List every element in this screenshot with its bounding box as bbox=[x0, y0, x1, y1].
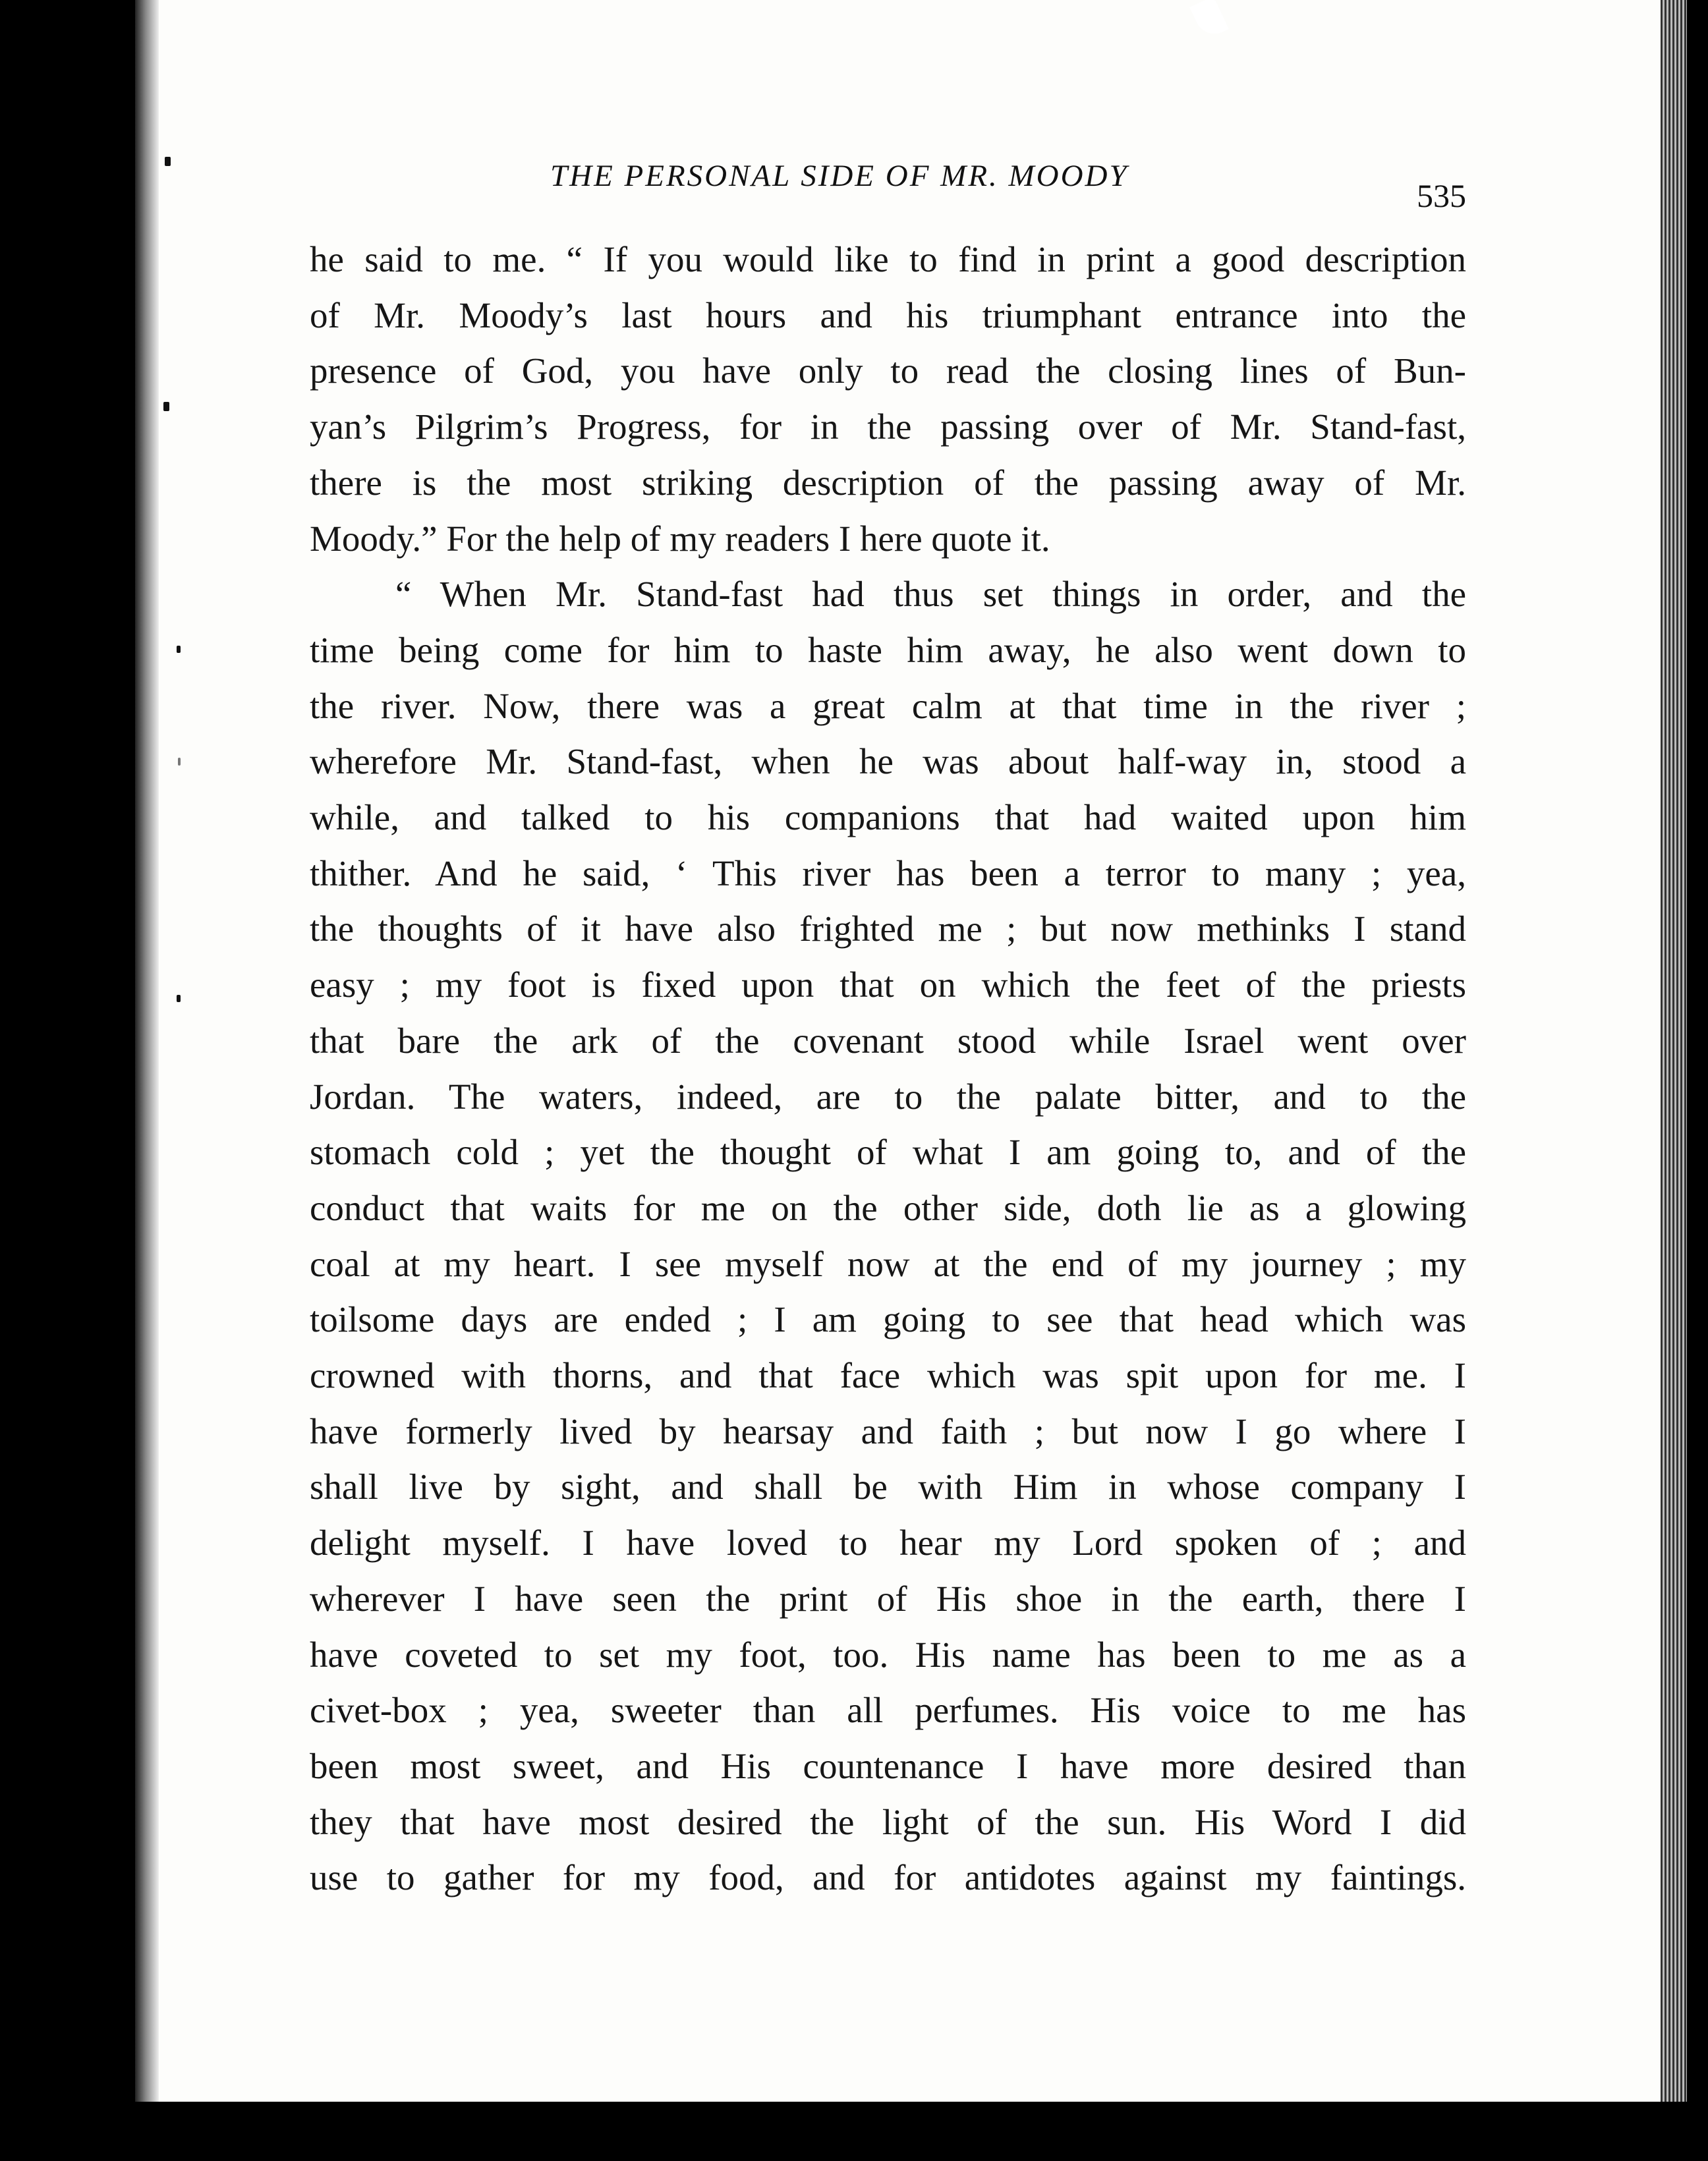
margin-mark bbox=[165, 157, 171, 166]
text-line: while, and talked to his companions that had waited upon him bbox=[310, 797, 1466, 838]
text-line: Jordan. The waters, indeed, are to the palate bitter, and to the bbox=[310, 1076, 1466, 1117]
text-line: “ When Mr. Stand-fast had thus set things in order, and the bbox=[395, 574, 1466, 615]
margin-mark bbox=[177, 646, 181, 653]
text-line: easy ; my foot is fixed upon that on which the feet of the priests bbox=[310, 965, 1466, 1005]
text-line: wherefore Mr. Stand-fast, when he was about half-way in, stood a bbox=[310, 741, 1466, 782]
text-line: there is the most striking description of the passing away of Mr. bbox=[310, 462, 1466, 503]
text-line: have coveted to set my foot, too. His name has been to me as a bbox=[310, 1634, 1466, 1675]
text-line: been most sweet, and His countenance I have more desired than bbox=[310, 1745, 1466, 1786]
text-line: have formerly lived by hearsay and faith ; but now I go where I bbox=[310, 1411, 1466, 1451]
text-line: delight myself. I have loved to hear my Lord spoken of ; and bbox=[310, 1523, 1466, 1563]
page-edges bbox=[1661, 0, 1687, 2102]
text-line: use to gather for my food, and for antidotes against my faintings. bbox=[310, 1857, 1466, 1898]
page-number: 535 bbox=[1417, 177, 1466, 214]
text-line: presence of God, you have only to read the closing lines of Bun- bbox=[310, 351, 1466, 391]
text-line: the river. Now, there was a great calm at that time in the river ; bbox=[310, 685, 1466, 726]
text-line: wherever I have seen the print of His shoe in the earth, there I bbox=[310, 1578, 1466, 1619]
text-line: civet-box ; yea, sweeter than all perfumes. His voice to me has bbox=[310, 1690, 1466, 1731]
text-line: toilsome days are ended ; I am going to see that head which was bbox=[310, 1299, 1466, 1340]
text-line: the thoughts of it have also frighted me ; but now methinks I stand bbox=[310, 909, 1466, 949]
text-line: they that have most desired the light of the sun. His Word I did bbox=[310, 1801, 1466, 1842]
text-line: that bare the ark of the covenant stood while Israel went over bbox=[310, 1020, 1466, 1061]
text-line: he said to me. “ If you would like to find in print a good description bbox=[310, 239, 1466, 279]
body-text bbox=[310, 232, 1466, 1906]
text-line: time being come for him to haste him away, he also went down to bbox=[310, 629, 1466, 670]
text-line: crowned with thorns, and that face which was spit upon for me. I bbox=[310, 1355, 1466, 1396]
margin-mark bbox=[177, 995, 181, 1002]
text-line: yan’s Pilgrim’s Progress, for in the passing over of Mr. Stand-fast, bbox=[310, 407, 1466, 447]
text-line: Moody.” For the help of my readers I here quote it. bbox=[310, 518, 1050, 559]
text-line: of Mr. Moody’s last hours and his triumphant entrance into the bbox=[310, 295, 1466, 335]
text-line: conduct that waits for me on the other side, doth lie as a glowing bbox=[310, 1187, 1466, 1228]
text-line: shall live by sight, and shall be with Him in whose company I bbox=[310, 1467, 1466, 1507]
text-line: coal at my heart. I see myself now at the end of my journey ; my bbox=[310, 1243, 1466, 1284]
text-line: stomach cold ; yet the thought of what I am going to, and of the bbox=[310, 1132, 1466, 1173]
running-head: THE PERSONAL SIDE OF MR. MOODY bbox=[550, 159, 1129, 193]
binding-gutter bbox=[135, 0, 159, 2102]
margin-mark bbox=[163, 402, 169, 411]
text-line: thither. And he said, ‘ This river has been a terror to many ; yea, bbox=[310, 853, 1466, 893]
margin-mark bbox=[178, 758, 181, 766]
